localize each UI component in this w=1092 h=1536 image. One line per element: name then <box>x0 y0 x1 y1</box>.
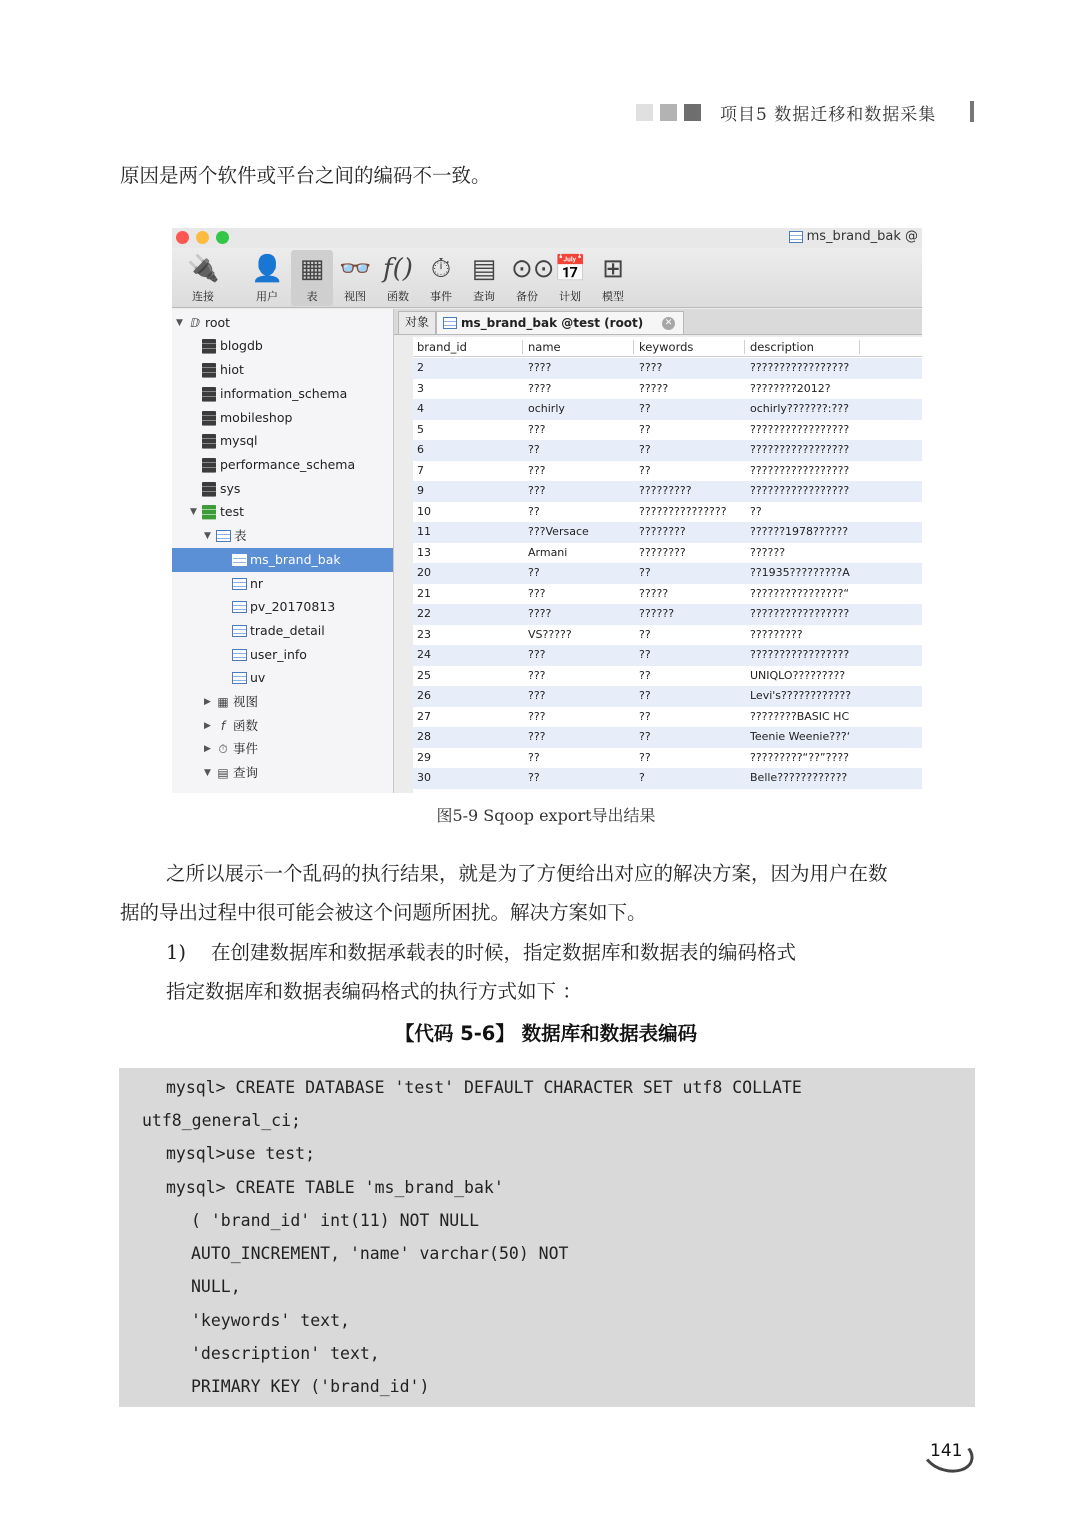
expanded-arrow-icon[interactable]: ▼ <box>190 507 197 517</box>
table-cell[interactable]: ?? <box>750 504 762 518</box>
function-icon: f() <box>383 254 413 284</box>
table-cell[interactable]: ????????? <box>639 484 692 497</box>
database-icon <box>202 411 216 426</box>
tab-bar <box>394 309 922 335</box>
table-cell[interactable]: ochirly???????:??? <box>750 402 849 415</box>
table-cell[interactable]: 30 <box>417 771 431 784</box>
table-cell[interactable]: ?? <box>639 689 651 702</box>
database-icon <box>202 363 216 378</box>
code-line: mysql> CREATE DATABASE 'test' DEFAULT CHARACTER SET utf8 COLLATE <box>166 1078 802 1097</box>
table-icon <box>232 601 247 613</box>
table-cell[interactable]: ???? <box>528 361 552 374</box>
table-cell[interactable]: ????????2012? <box>750 381 831 395</box>
tree-group-tables[interactable]: ▼ 表 <box>204 524 247 548</box>
tree-db-hiot[interactable]: hiot <box>202 358 244 382</box>
header-square-mid <box>660 104 677 121</box>
stopwatch-icon: ⏱ <box>218 742 228 756</box>
table-cell[interactable]: ?? <box>639 422 651 436</box>
close-tab-icon[interactable]: ✕ <box>662 317 675 330</box>
table-cell[interactable]: ?????????“??”???? <box>750 750 849 764</box>
grid-header <box>413 337 922 357</box>
toolbar <box>172 248 922 308</box>
toolbar-backup-button[interactable]: ⊙⊙ 备份 <box>511 254 555 303</box>
table-cell[interactable]: ????????? <box>750 627 803 641</box>
table-cell[interactable]: ?????? <box>750 545 786 559</box>
table-cell[interactable]: ????????????????? <box>750 443 850 456</box>
column-header-keywords[interactable]: keywords <box>639 340 745 354</box>
table-row[interactable] <box>413 440 922 461</box>
table-cell[interactable]: 27 <box>417 709 431 723</box>
toolbar-table-button[interactable]: ▦ 表 <box>291 250 333 306</box>
tree-db-blogdb[interactable]: blogdb <box>202 334 263 358</box>
table-cell[interactable]: 21 <box>417 586 431 600</box>
tree-group-views[interactable]: ▶ ▦ 视图 <box>204 690 258 714</box>
paragraph-method: 指定数据库和数据表编码格式的执行方式如下 ： <box>166 980 582 1003</box>
code-line: utf8_general_ci; <box>142 1111 301 1130</box>
table-icon <box>232 672 247 684</box>
header-square-dark <box>684 104 701 121</box>
expanded-arrow-icon[interactable]: ▼ <box>176 318 183 328</box>
collapsed-arrow-icon[interactable]: ▶ <box>204 721 211 731</box>
table-cell[interactable]: ???? <box>639 361 663 374</box>
table-cell[interactable]: ????????????????? <box>750 422 850 436</box>
table-cell[interactable]: Teenie Weenie???‘ <box>750 730 851 743</box>
table-cell[interactable]: 25 <box>417 668 431 682</box>
code-title: 【代码 5-6】 数据库和数据表编码 <box>394 1022 698 1045</box>
table-cell[interactable]: ?? <box>639 668 651 682</box>
tab-objects[interactable]: 对象 <box>398 311 436 334</box>
table-cell[interactable]: ????????????????? <box>750 648 850 661</box>
toolbar-user-button[interactable]: 👤 用户 <box>251 254 284 303</box>
table-row[interactable] <box>413 522 922 543</box>
tree-table-ms-brand-bak[interactable]: ms_brand_bak <box>172 548 393 572</box>
table-icon <box>232 625 247 637</box>
backup-tape-icon: ⊙⊙ <box>511 254 555 284</box>
object-tree-sidebar <box>172 309 394 793</box>
tree-table-uv[interactable]: uv <box>232 666 265 690</box>
table-cell[interactable]: ?? <box>528 750 540 764</box>
table-cell[interactable]: ??? <box>528 689 546 702</box>
code-line: NULL, <box>191 1277 241 1296</box>
table-cell[interactable]: ?? <box>528 771 540 784</box>
connection-icon: ⅅ <box>190 316 200 330</box>
tree-db-information-schema[interactable]: information_schema <box>202 382 347 406</box>
table-grid-icon: ▦ <box>299 254 325 284</box>
table-cell[interactable]: ? <box>639 771 645 784</box>
table-cell[interactable]: 3 <box>417 381 424 395</box>
table-row[interactable] <box>413 707 922 728</box>
toolbar-function-button[interactable]: f() 函数 <box>383 254 413 303</box>
database-open-icon <box>202 505 216 520</box>
table-cell[interactable]: Levi's???????????? <box>750 689 852 702</box>
code-line: PRIMARY KEY ('brand_id') <box>191 1377 430 1396</box>
table-row[interactable] <box>413 645 922 666</box>
table-row[interactable] <box>413 399 922 420</box>
table-cell[interactable]: ????????????????? <box>750 463 850 477</box>
table-cell[interactable]: 22 <box>417 607 431 620</box>
table-cell[interactable]: ?????? <box>639 607 675 620</box>
table-row[interactable] <box>413 584 922 605</box>
table-row[interactable] <box>413 563 922 584</box>
code-line: mysql> CREATE TABLE 'ms_brand_bak' <box>166 1178 504 1197</box>
table-cell[interactable]: ??? <box>528 422 546 436</box>
table-cell[interactable]: 26 <box>417 689 431 702</box>
table-cell[interactable]: ???? <box>528 607 552 620</box>
table-cell[interactable]: 13 <box>417 545 431 559</box>
table-cell[interactable]: ????? <box>639 586 669 600</box>
table-cell[interactable]: ??? <box>528 709 546 723</box>
navicat-screenshot <box>172 228 922 793</box>
table-row[interactable] <box>413 461 922 482</box>
table-cell[interactable]: ????????????????? <box>750 607 850 620</box>
table-cell[interactable]: ?? <box>528 566 540 579</box>
table-cell[interactable]: ??? <box>528 668 546 682</box>
view-glasses-icon: 👓 <box>339 254 372 284</box>
table-cell[interactable]: ??? <box>528 648 546 661</box>
table-cell[interactable]: ??? <box>528 586 546 600</box>
toolbar-connect-button[interactable]: 🔌 连接 <box>187 254 220 303</box>
table-row[interactable] <box>413 379 922 400</box>
column-header-brand-id[interactable]: brand_id <box>417 340 523 354</box>
tree-db-performance-schema[interactable]: performance_schema <box>202 453 355 477</box>
table-icon <box>232 578 247 590</box>
database-icon <box>202 339 216 354</box>
table-cell[interactable]: ?? <box>639 648 651 661</box>
table-cell[interactable]: ???????? <box>639 525 686 538</box>
table-cell[interactable]: 24 <box>417 648 431 661</box>
table-cell[interactable]: ????????????????? <box>750 361 850 374</box>
table-icon <box>443 317 457 329</box>
toolbar-event-button[interactable]: ⏱ 事件 <box>420 250 462 306</box>
tree-connection-root[interactable]: ▼ ⅅ root <box>176 311 230 335</box>
table-cell[interactable]: 7 <box>417 463 424 477</box>
table-cell[interactable]: ?? <box>639 750 651 764</box>
tree-group-queries[interactable]: ▼ ▤ 查询 <box>204 761 258 785</box>
table-row[interactable] <box>413 481 922 502</box>
table-row[interactable] <box>413 502 922 523</box>
table-cell[interactable]: ???? <box>528 381 552 395</box>
table-icon <box>232 649 247 661</box>
header-bar <box>970 101 974 122</box>
expanded-arrow-icon[interactable]: ▼ <box>204 531 211 541</box>
table-cell[interactable]: ???????? <box>639 545 686 559</box>
table-row[interactable] <box>413 666 922 687</box>
table-cell[interactable]: 2 <box>417 361 424 374</box>
expanded-arrow-icon[interactable]: ▼ <box>204 768 211 778</box>
list-item-1-marker: 1) <box>166 941 187 964</box>
table-cell[interactable]: Belle???????????? <box>750 771 848 784</box>
table-cell[interactable]: ????????????????? <box>750 484 850 497</box>
toolbar-schedule-button[interactable]: 📅 计划 <box>554 254 587 303</box>
table-cell[interactable]: 9 <box>417 484 424 497</box>
window-title: ms_brand_bak @ <box>789 229 918 244</box>
table-cell[interactable]: 23 <box>417 627 431 641</box>
paragraph-intro: 原因是两个软件或平台之间的编码不一致。 <box>120 164 491 187</box>
column-header-description[interactable]: description <box>750 340 860 354</box>
table-cell[interactable]: ??? <box>528 463 546 477</box>
table-cell[interactable]: ?? <box>639 402 651 415</box>
table-row[interactable] <box>413 686 922 707</box>
tree-db-test[interactable]: ▼ test <box>190 500 244 524</box>
table-row[interactable] <box>413 358 922 379</box>
table-cell[interactable]: ??????????????? <box>639 504 727 518</box>
running-header-title: 项目5 数据迁移和数据采集 <box>720 104 937 125</box>
code-line: 'keywords' text, <box>191 1311 350 1330</box>
table-cell[interactable]: 4 <box>417 402 424 415</box>
table-cell[interactable]: ?? <box>639 463 651 477</box>
table-cell[interactable]: ?? <box>639 730 651 743</box>
table-cell[interactable]: 28 <box>417 730 431 743</box>
code-line: AUTO_INCREMENT, 'name' varchar(50) NOT <box>191 1244 569 1263</box>
tree-group-events[interactable]: ▶ ⏱ 事件 <box>204 737 258 761</box>
table-cell[interactable]: ?? <box>639 627 651 641</box>
database-icon <box>202 434 216 449</box>
table-cell[interactable]: UNIQLO????????? <box>750 668 846 682</box>
table-cell[interactable]: 5 <box>417 422 424 436</box>
table-row[interactable] <box>413 748 922 769</box>
table-row[interactable] <box>413 727 922 748</box>
table-cell[interactable]: 29 <box>417 750 431 764</box>
table-cell[interactable]: ???Versace <box>528 525 589 538</box>
stopwatch-icon: ⏱ <box>430 254 452 284</box>
data-grid <box>413 337 922 793</box>
table-row[interactable] <box>413 543 922 564</box>
table-cell[interactable]: 11 <box>417 525 431 538</box>
collapsed-arrow-icon[interactable]: ▶ <box>204 697 211 707</box>
window-titlebar <box>172 228 922 248</box>
table-cell[interactable]: ????? <box>639 381 669 395</box>
connect-icon: 🔌 <box>187 254 220 284</box>
code-line: ( 'brand_id' int(11) NOT NULL <box>191 1211 480 1230</box>
view-icon: ▦ <box>217 695 229 709</box>
table-cell[interactable]: Armani <box>528 545 568 559</box>
table-icon <box>789 231 803 243</box>
table-cell[interactable]: ?? <box>639 709 651 723</box>
table-icon <box>216 530 231 542</box>
close-window-icon[interactable] <box>176 231 189 244</box>
tree-table-user-info[interactable]: user_info <box>232 643 307 667</box>
table-cell[interactable]: ?? <box>639 566 651 579</box>
code-line: mysql>use test; <box>166 1144 316 1163</box>
tree-group-functions[interactable]: ▶ f 函数 <box>204 714 258 738</box>
toolbar-model-button[interactable]: ⊞ 模型 <box>592 250 634 306</box>
query-icon: ▤ <box>471 254 497 284</box>
page-number: 141 <box>922 1436 972 1470</box>
table-cell[interactable]: ??? <box>528 730 546 743</box>
tree-table-trade-detail[interactable]: trade_detail <box>232 619 325 643</box>
database-icon <box>202 458 216 473</box>
column-header-name[interactable]: name <box>528 340 634 354</box>
table-cell[interactable]: ????????????????“ <box>750 586 850 600</box>
tree-db-mobileshop[interactable]: mobileshop <box>202 406 292 430</box>
tab-ms-brand-bak[interactable]: ms_brand_bak @test (root) ✕ <box>436 311 684 334</box>
table-cell[interactable]: 20 <box>417 566 431 579</box>
table-cell[interactable]: ??1935?????????A <box>750 566 850 579</box>
toolbar-view-button[interactable]: 👓 视图 <box>339 254 372 303</box>
table-cell[interactable]: VS????? <box>528 627 572 641</box>
table-cell[interactable]: ?? <box>639 443 651 456</box>
tree-table-nr[interactable]: nr <box>232 572 263 596</box>
table-cell[interactable]: ?? <box>528 443 540 456</box>
database-icon <box>202 387 216 402</box>
table-row[interactable] <box>413 604 922 625</box>
user-icon: 👤 <box>251 254 284 284</box>
table-cell[interactable]: ochirly <box>528 402 565 415</box>
table-cell[interactable]: ??? <box>528 484 546 497</box>
calendar-icon: 📅 <box>554 254 587 284</box>
table-cell[interactable]: 10 <box>417 504 431 518</box>
minimize-window-icon[interactable] <box>196 231 209 244</box>
tree-table-pv-20170813[interactable]: pv_20170813 <box>232 595 335 619</box>
table-icon <box>232 554 247 566</box>
table-row[interactable] <box>413 768 922 789</box>
table-cell[interactable]: ?? <box>528 504 540 518</box>
code-block <box>119 1068 975 1407</box>
tree-db-sys[interactable]: sys <box>202 477 240 501</box>
header-square-light <box>636 104 653 121</box>
paragraph-reason-line1: 之所以展示一个乱码的执行结果，就是为了方便给出对应的解决方案，因为用户在数 <box>166 862 888 885</box>
code-line: 'description' text, <box>191 1344 380 1363</box>
table-cell[interactable]: ????????BASIC HC <box>750 709 850 723</box>
tree-db-mysql[interactable]: mysql <box>202 429 258 453</box>
function-icon: f <box>220 719 226 733</box>
figure-caption: 图5-9 Sqoop export导出结果 <box>436 806 656 825</box>
collapsed-arrow-icon[interactable]: ▶ <box>204 744 211 754</box>
database-icon <box>202 482 216 497</box>
table-cell[interactable]: ??????1978?????? <box>750 525 849 538</box>
query-icon: ▤ <box>217 766 229 780</box>
table-cell[interactable]: 6 <box>417 443 424 456</box>
zoom-window-icon[interactable] <box>216 231 229 244</box>
running-header <box>636 99 936 125</box>
paragraph-reason-line2: 据的导出过程中很可能会被这个问题所困扰。解决方案如下。 <box>120 901 647 924</box>
table-row[interactable] <box>413 420 922 441</box>
toolbar-query-button[interactable]: ▤ 查询 <box>463 250 505 306</box>
table-row[interactable] <box>413 625 922 646</box>
model-icon: ⊞ <box>602 254 624 284</box>
list-item-1: 在创建数据库和数据承载表的时候，指定数据库和数据表的编码格式 <box>211 941 797 964</box>
